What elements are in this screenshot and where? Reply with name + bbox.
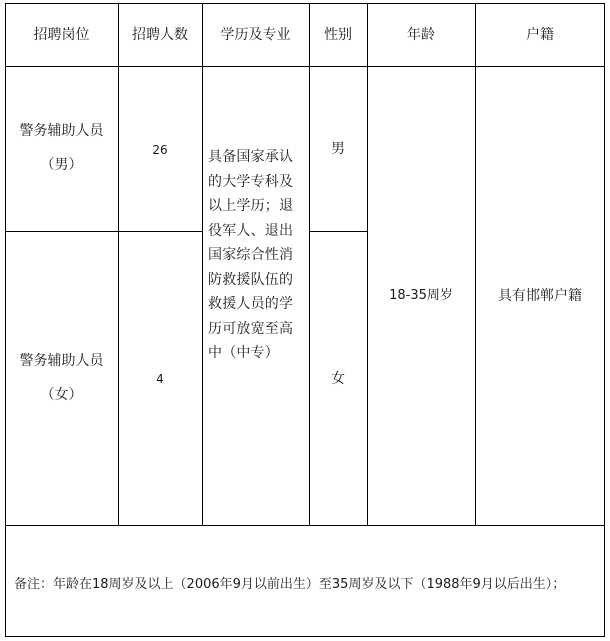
row2-position (5, 343, 118, 413)
age-requirement: 18-35周岁 (389, 288, 453, 303)
header-position: 招聘岗位 (33, 26, 90, 43)
education-line: 的大学专科及 (208, 173, 294, 190)
header-household: 户籍 (526, 26, 554, 43)
education-line: 救援人员的学 (208, 296, 294, 312)
row2-gender: 女 (331, 371, 345, 387)
education-line: 中（中专） (208, 345, 279, 361)
education-line: 国家综合性消 (208, 247, 294, 263)
header-education: 学历及专业 (220, 26, 291, 43)
row1-position-title: 警务辅助人员 (19, 123, 104, 139)
row1-gender: 男 (331, 141, 345, 157)
col-divider-1 (118, 3, 119, 525)
row1-count: 26 (152, 143, 168, 157)
row-divider-gender (309, 231, 367, 232)
col-divider-4 (367, 3, 368, 525)
note-text: 备注：年龄在18周岁及以上（2006年9月以前出生）至35周岁及以下（1988年9月以后出生）； (14, 577, 566, 592)
col-divider-5 (475, 3, 476, 525)
col-divider-2 (202, 3, 203, 525)
note-row-divider (5, 525, 605, 526)
education-line: 历可放宽至高 (208, 320, 294, 337)
header-row-divider (5, 66, 605, 67)
header-count: 招聘人数 (132, 26, 188, 43)
row-divider-left (5, 231, 202, 232)
header-age: 年龄 (407, 26, 435, 43)
row1-position-gender: （男） (40, 157, 83, 173)
recruitment-table (5, 3, 605, 637)
header-gender: 性别 (324, 26, 352, 43)
household-requirement: 具有邯郸户籍 (498, 288, 582, 304)
education-requirement (208, 145, 304, 366)
row2-count: 4 (156, 372, 164, 386)
education-line: 役军人、退出 (208, 222, 294, 239)
col-divider-3 (309, 3, 310, 525)
education-line: 以上学历；退 (208, 198, 294, 214)
row2-position-title: 警务辅助人员 (19, 353, 104, 369)
education-line: 具备国家承认 (208, 149, 294, 165)
education-line: 防救援队伍的 (208, 271, 294, 288)
row1-position (5, 113, 118, 183)
row2-position-gender: （女） (40, 387, 83, 403)
